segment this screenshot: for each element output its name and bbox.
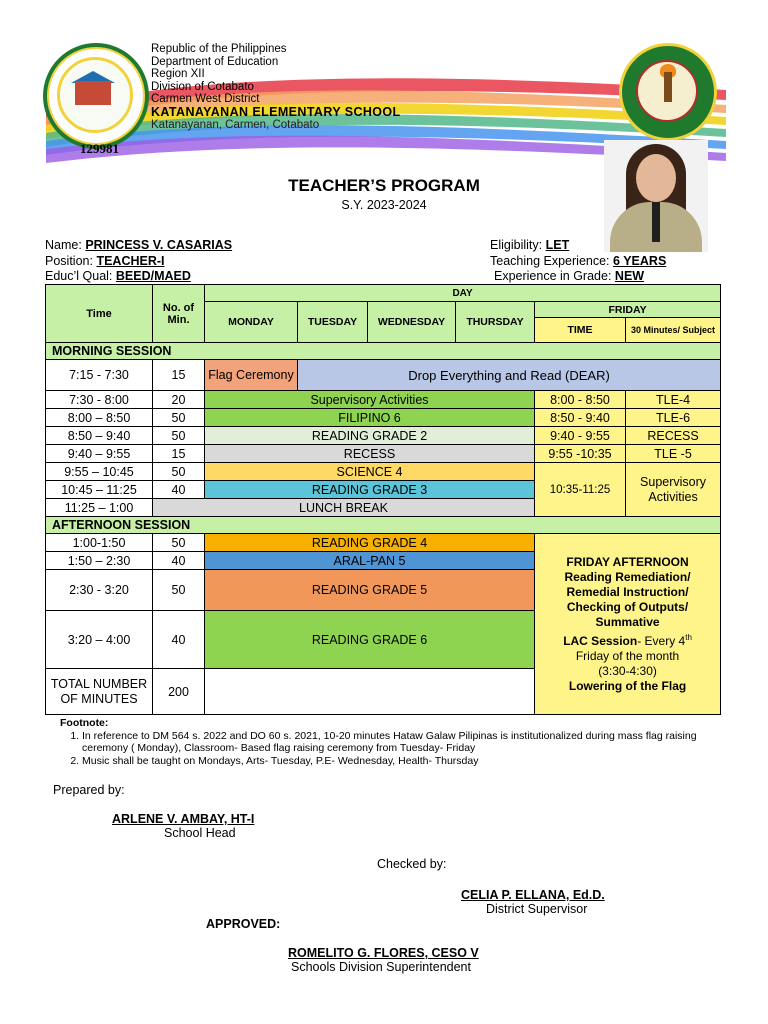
row-minutes: 15 [153, 360, 205, 391]
header-minutes: No. of Min. [153, 285, 205, 343]
lac-session-detail: - Every 4 [637, 633, 686, 648]
checked-by-title: District Supervisor [486, 902, 588, 916]
row-time: 9:40 – 9:55 [46, 445, 153, 463]
eligibility-field [490, 238, 569, 253]
activity-cell: READING GRADE 4 [205, 534, 535, 552]
checked-by-block [461, 888, 605, 916]
grade-experience-label: Experience in Grade: [494, 269, 612, 283]
row-minutes: 40 [153, 552, 205, 570]
grade-experience-value: NEW [614, 269, 645, 283]
teacher-photo [604, 140, 708, 252]
education-value: BEED/MAED [115, 269, 191, 283]
prepared-by-label: Prepared by: [53, 783, 125, 797]
friday-afternoon-line: Summative [595, 614, 660, 629]
activity-cell: SCIENCE 4 [205, 463, 535, 481]
school-address: Katanayanan, Carmen, Cotabato [151, 118, 320, 131]
schedule-table [45, 284, 721, 715]
division-of-cotabato-logo [619, 43, 717, 141]
position-label: Position: [45, 254, 93, 268]
friday-time-cell: 8:00 - 8:50 [535, 391, 626, 409]
header-time: Time [46, 285, 153, 343]
row-time: 8:50 – 9:40 [46, 427, 153, 445]
letterhead-line: Department of Education [151, 55, 279, 68]
friday-time-cell: 9:40 - 9:55 [535, 427, 626, 445]
friday-afternoon-line: Remedial Instruction/ [566, 584, 689, 599]
letterhead-line: Division of Cotabato [151, 80, 254, 93]
header-monday: MONDAY [205, 302, 298, 343]
friday-afternoon-line: Lowering of the Flag [568, 678, 687, 693]
footnote [60, 717, 725, 767]
activity-cell: FILIPINO 6 [205, 409, 535, 427]
activity-cell: ARAL-PAN 5 [205, 552, 535, 570]
friday-subject-cell: RECESS [626, 427, 721, 445]
flag-ceremony-cell: Flag Ceremony [205, 360, 298, 391]
letterhead [151, 43, 401, 131]
prepared-by-block [112, 812, 254, 840]
row-time: 9:55 – 10:45 [46, 463, 153, 481]
friday-afternoon-cell [535, 534, 721, 715]
row-minutes: 40 [153, 611, 205, 669]
row-time: 1:00-1:50 [46, 534, 153, 552]
row-minutes: 50 [153, 534, 205, 552]
row-time: 7:15 - 7:30 [46, 360, 153, 391]
lac-session-superscript: th [685, 632, 692, 642]
footnote-item: 2. Music shall be taught on Mondays, Arts- Tuesday, P.E- Wednesday, Health- Thursday [82, 755, 725, 768]
header-friday-subject: 30 Minutes/ Subject [626, 318, 721, 343]
afternoon-session-label: AFTERNOON SESSION [46, 517, 721, 534]
total-minutes-value: 200 [153, 669, 205, 715]
friday-subject-cell: TLE -5 [626, 445, 721, 463]
lunch-break-cell: LUNCH BREAK [153, 499, 535, 517]
teaching-experience-value: 6 YEARS [613, 254, 667, 268]
page-title: TEACHER’S PROGRAM [288, 176, 480, 195]
school-name: KATANAYANAN ELEMENTARY SCHOOL [151, 104, 401, 119]
morning-session-label: MORNING SESSION [46, 343, 721, 360]
eligibility-label: Eligibility: [490, 238, 543, 252]
row-time: 11:25 – 1:00 [46, 499, 153, 517]
dear-cell: Drop Everything and Read (DEAR) [298, 360, 721, 391]
row-minutes: 50 [153, 409, 205, 427]
header-thursday: THURSDAY [456, 302, 535, 343]
row-time: 7:30 - 8:00 [46, 391, 153, 409]
activity-cell: READING GRADE 2 [205, 427, 535, 445]
row-minutes: 50 [153, 427, 205, 445]
education-label: Educ’l Qual: [45, 269, 113, 283]
header-day: DAY [205, 285, 721, 302]
eligibility-value: LET [545, 238, 570, 252]
checked-by-label: Checked by: [377, 857, 447, 871]
row-minutes: 15 [153, 445, 205, 463]
education-field [45, 269, 191, 284]
checked-by-name: CELIA P. ELLANA, Ed.D. [461, 888, 605, 902]
letterhead-line: Carmen West District [151, 93, 260, 106]
teaching-experience-label: Teaching Experience: [490, 254, 610, 268]
friday-subject-cell: TLE-4 [626, 391, 721, 409]
friday-afternoon-line: Friday of the month [575, 648, 680, 663]
school-id: 129981 [80, 141, 119, 156]
header-tuesday: TUESDAY [298, 302, 368, 343]
friday-time-cell: 10:35-11:25 [535, 463, 626, 517]
approved-by-title: Schools Division Superintendent [291, 960, 471, 974]
activity-cell: RECESS [205, 445, 535, 463]
friday-subject-cell: Supervisory Activities [626, 463, 721, 517]
friday-afternoon-line: Reading Remediation/ [564, 569, 691, 584]
total-minutes-label: TOTAL NUMBER OF MINUTES [46, 669, 153, 715]
school-seal-logo [43, 43, 149, 149]
approved-by-name: ROMELITO G. FLORES, CESO V [288, 946, 479, 960]
header-friday-time: TIME [535, 318, 626, 343]
name-field [45, 238, 232, 253]
approved-by-block [288, 946, 479, 974]
name-value: PRINCESS V. CASARIAS [85, 238, 233, 252]
header-wednesday: WEDNESDAY [368, 302, 456, 343]
row-time: 10:45 – 11:25 [46, 481, 153, 499]
grade-experience-field [494, 269, 644, 284]
row-minutes: 50 [153, 463, 205, 481]
position-value: TEACHER-I [96, 254, 165, 268]
footnote-heading: Footnote: [60, 717, 109, 729]
row-time: 8:00 – 8:50 [46, 409, 153, 427]
row-minutes: 40 [153, 481, 205, 499]
activity-cell: READING GRADE 3 [205, 481, 535, 499]
row-time: 2:30 - 3:20 [46, 570, 153, 611]
prepared-by-name: ARLENE V. AMBAY, HT-I [112, 812, 255, 826]
lac-session-line [537, 630, 718, 649]
header-friday: FRIDAY [535, 302, 721, 318]
activity-cell: READING GRADE 6 [205, 611, 535, 669]
letterhead-line: Republic of the Philippines [151, 43, 287, 55]
letterhead-line: Region XII [151, 68, 205, 81]
activity-cell: Supervisory Activities [205, 391, 535, 409]
friday-afternoon-line: Checking of Outputs/ [566, 599, 689, 614]
name-label: Name: [45, 238, 82, 252]
activity-cell: READING GRADE 5 [205, 570, 535, 611]
school-year: S.Y. 2023-2024 [341, 198, 427, 212]
friday-time-cell: 9:55 -10:35 [535, 445, 626, 463]
friday-subject-cell: TLE-6 [626, 409, 721, 427]
position-field [45, 254, 165, 269]
friday-afternoon-line: (3:30-4:30) [598, 663, 657, 678]
row-time: 1:50 – 2:30 [46, 552, 153, 570]
empty-cell [205, 669, 535, 715]
teaching-experience-field [490, 254, 666, 269]
prepared-by-title: School Head [164, 826, 236, 840]
footnote-item: 1. In reference to DM 564 s. 2022 and DO 60 s. 2021, 10-20 minutes Hataw Galaw Pilipinas is institutionalized during mass flag raising ceremony ( Monday), Classroom- Based flag raising ceremony from Tuesday- Friday [82, 730, 725, 755]
friday-time-cell: 8:50 - 9:40 [535, 409, 626, 427]
row-minutes: 20 [153, 391, 205, 409]
lac-session-label: LAC Session [563, 633, 638, 648]
row-time: 3:20 – 4:00 [46, 611, 153, 669]
friday-afternoon-heading: FRIDAY AFTERNOON [566, 554, 689, 569]
row-minutes: 50 [153, 570, 205, 611]
approved-label: APPROVED: [206, 917, 281, 931]
